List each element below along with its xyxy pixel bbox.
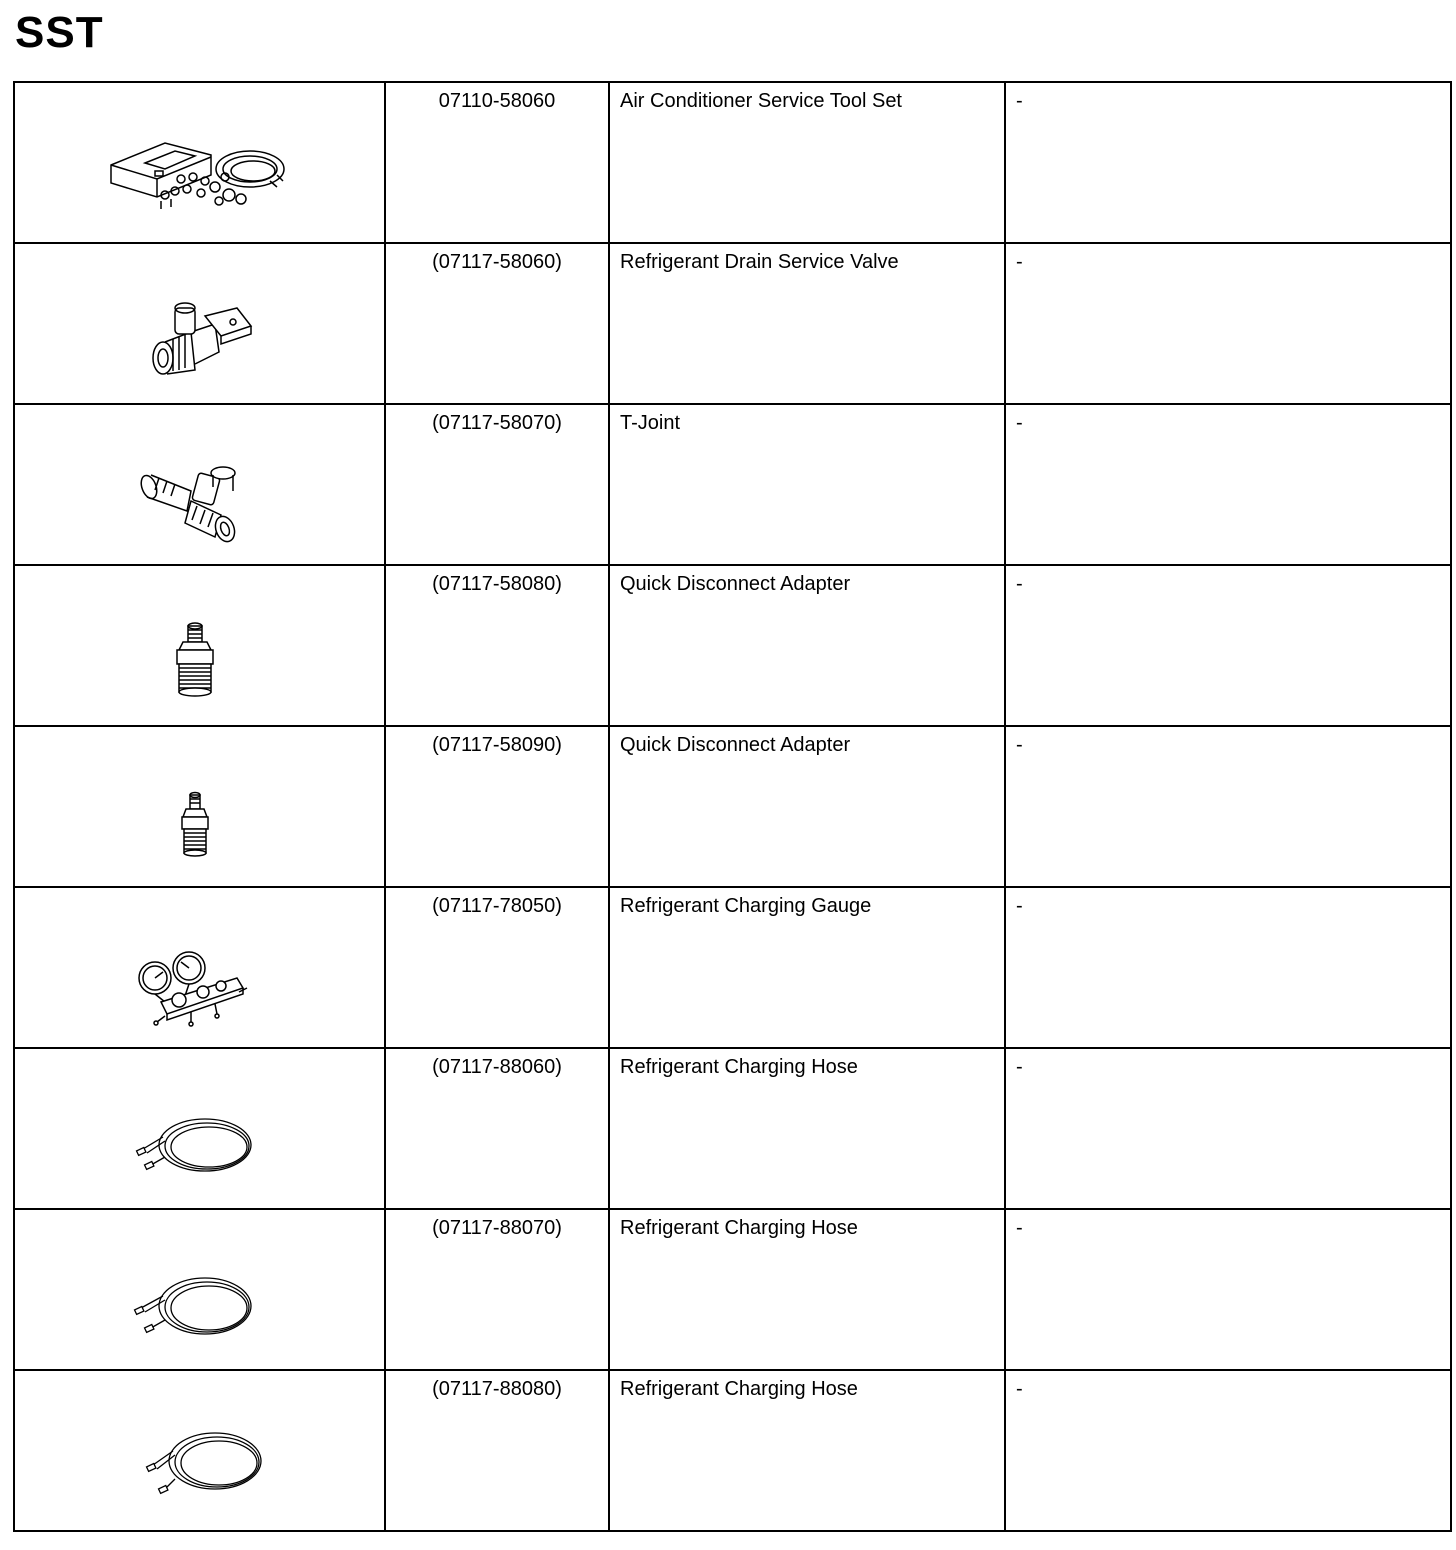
tool-illustration-cell (14, 1209, 385, 1370)
tool-name: Refrigerant Charging Hose (609, 1209, 1005, 1370)
tool-illustration-cell (14, 404, 385, 565)
tool-illustration-cell (14, 1048, 385, 1209)
quick-disconnect-adapter-icon (15, 566, 384, 725)
tool-note: - (1005, 1370, 1451, 1531)
part-number: (07117-78050) (385, 887, 609, 1048)
tool-note: - (1005, 565, 1451, 726)
part-number: (07117-58080) (385, 565, 609, 726)
tool-name: Quick Disconnect Adapter (609, 565, 1005, 726)
page-title: SST (15, 8, 104, 57)
part-number: (07117-88080) (385, 1370, 609, 1531)
table-row (14, 82, 1451, 243)
tool-name: Air Conditioner Service Tool Set (609, 82, 1005, 243)
tool-illustration-cell (14, 243, 385, 404)
tool-illustration-cell (14, 887, 385, 1048)
part-number: 07110-58060 (385, 82, 609, 243)
table-row (14, 726, 1451, 887)
tool-illustration-cell (14, 1370, 385, 1531)
tool-name: Refrigerant Drain Service Valve (609, 243, 1005, 404)
tool-note: - (1005, 887, 1451, 1048)
tool-illustration-cell (14, 565, 385, 726)
table-row (14, 887, 1451, 1048)
tool-name: Refrigerant Charging Gauge (609, 887, 1005, 1048)
tool-note: - (1005, 82, 1451, 243)
tool-name: Refrigerant Charging Hose (609, 1048, 1005, 1209)
tool-name: Refrigerant Charging Hose (609, 1370, 1005, 1531)
part-number: (07117-88070) (385, 1209, 609, 1370)
charging-hose-icon (15, 1371, 384, 1530)
table-row (14, 1048, 1451, 1209)
sst-table (13, 81, 1452, 1532)
tool-note: - (1005, 726, 1451, 887)
tool-illustration-cell (14, 726, 385, 887)
quick-disconnect-adapter-icon (15, 727, 384, 886)
table-row (14, 404, 1451, 565)
charging-gauge-icon (15, 888, 384, 1047)
part-number: (07117-58090) (385, 726, 609, 887)
service-tool-set-icon (15, 83, 384, 242)
tool-note: - (1005, 1048, 1451, 1209)
t-joint-icon (15, 405, 384, 564)
charging-hose-icon (15, 1210, 384, 1369)
tool-illustration-cell (14, 82, 385, 243)
tool-note: - (1005, 404, 1451, 565)
part-number: (07117-58060) (385, 243, 609, 404)
charging-hose-icon (15, 1049, 384, 1208)
tool-name: T-Joint (609, 404, 1005, 565)
table-row (14, 1209, 1451, 1370)
part-number: (07117-58070) (385, 404, 609, 565)
table-row (14, 565, 1451, 726)
tool-note: - (1005, 243, 1451, 404)
table-row (14, 243, 1451, 404)
tool-name: Quick Disconnect Adapter (609, 726, 1005, 887)
tool-note: - (1005, 1209, 1451, 1370)
part-number: (07117-88060) (385, 1048, 609, 1209)
drain-service-valve-icon (15, 244, 384, 403)
table-row (14, 1370, 1451, 1531)
